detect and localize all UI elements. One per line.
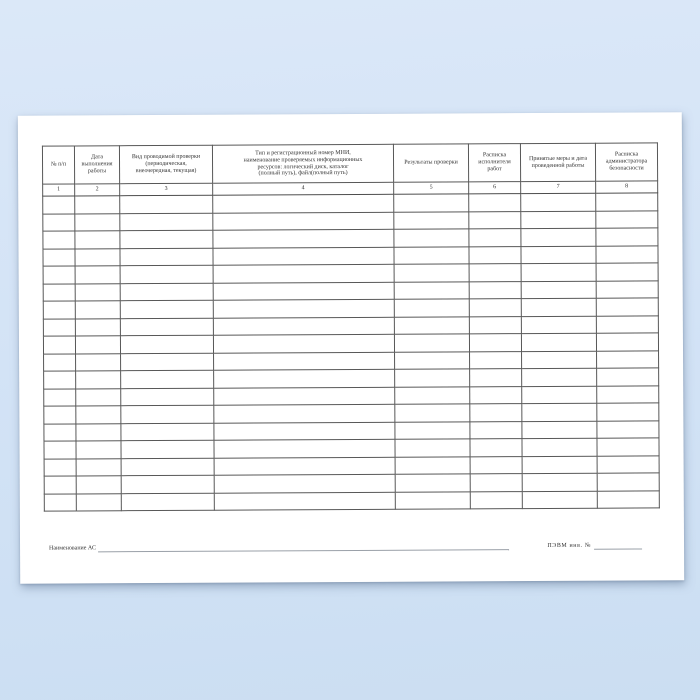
- empty-cell: [44, 371, 76, 389]
- header-cell-7: Принятые меры и дата проведенной работы: [520, 143, 595, 181]
- empty-cell: [44, 476, 76, 494]
- empty-cell: [470, 369, 522, 387]
- empty-cell: [596, 315, 658, 333]
- empty-cell: [213, 229, 394, 247]
- empty-cell: [596, 298, 658, 316]
- empty-cell: [521, 193, 596, 211]
- empty-cell: [120, 283, 213, 301]
- empty-cell: [44, 493, 76, 511]
- empty-cell: [394, 229, 469, 247]
- header-cell-1: № п/п: [42, 146, 74, 184]
- empty-cell: [75, 336, 120, 354]
- empty-cell: [395, 491, 470, 509]
- empty-cell: [121, 440, 214, 458]
- as-name-label: Наименование АС: [49, 545, 96, 552]
- empty-cell: [395, 404, 470, 422]
- empty-cell: [75, 283, 120, 301]
- empty-cell: [470, 456, 522, 474]
- inventory-number-blank-line: [594, 541, 642, 549]
- column-number-3: 3: [120, 183, 213, 195]
- empty-cell: [521, 263, 596, 281]
- footer-line: [49, 539, 642, 552]
- empty-cell: [596, 228, 658, 246]
- column-number-7: 7: [521, 181, 596, 193]
- empty-cell: [469, 334, 521, 352]
- empty-cell: [522, 438, 597, 456]
- empty-cell: [75, 213, 120, 231]
- header-cell-6: Расписка исполнителя работ: [468, 144, 520, 182]
- header-cell-2: Дата выполнения работы: [74, 146, 119, 184]
- empty-cell: [76, 493, 121, 511]
- empty-cell: [213, 264, 394, 282]
- empty-cell: [469, 264, 521, 282]
- empty-cell: [470, 351, 522, 369]
- empty-cell: [522, 456, 597, 474]
- empty-cell: [395, 421, 470, 439]
- empty-cell: [597, 420, 659, 438]
- empty-cell: [469, 194, 521, 212]
- empty-cell: [596, 245, 658, 263]
- empty-cell: [214, 492, 395, 510]
- empty-cell: [521, 246, 596, 264]
- empty-cell: [394, 194, 469, 212]
- empty-cell: [394, 299, 469, 317]
- empty-cell: [76, 441, 121, 459]
- empty-cell: [521, 298, 596, 316]
- empty-cell: [394, 281, 469, 299]
- empty-cell: [43, 301, 75, 319]
- empty-cell: [43, 248, 75, 266]
- empty-cell: [395, 386, 470, 404]
- empty-cell: [121, 353, 214, 371]
- empty-cell: [44, 441, 76, 459]
- empty-cell: [75, 196, 120, 214]
- empty-cell: [597, 455, 659, 473]
- empty-cell: [522, 351, 597, 369]
- header-cell-3: Вид проводимой проверки (периодическая, внеочередная, текущая): [119, 145, 212, 183]
- empty-cell: [469, 246, 521, 264]
- empty-cell: [121, 388, 214, 406]
- empty-cell: [43, 283, 75, 301]
- as-name-blank-line: [98, 542, 509, 552]
- empty-cell: [522, 368, 597, 386]
- empty-cell: [44, 423, 76, 441]
- empty-cell: [43, 231, 75, 249]
- empty-cell: [76, 353, 121, 371]
- empty-cell: [394, 316, 469, 334]
- empty-cell: [214, 474, 395, 492]
- empty-cell: [121, 493, 214, 511]
- empty-cell: [76, 371, 121, 389]
- header-cell-5: Результаты проверки: [393, 144, 468, 182]
- column-number-8: 8: [596, 181, 658, 193]
- empty-cell: [521, 211, 596, 229]
- column-number-1: 1: [43, 184, 75, 196]
- empty-cell: [470, 491, 522, 509]
- empty-cell: [395, 474, 470, 492]
- document-page: [18, 112, 684, 583]
- empty-cell: [120, 195, 213, 213]
- empty-cell: [75, 318, 120, 336]
- empty-cell: [214, 439, 395, 457]
- empty-cell: [521, 228, 596, 246]
- empty-cell: [596, 263, 658, 281]
- empty-cell: [522, 403, 597, 421]
- empty-cell: [522, 473, 597, 491]
- inspection-log-table: [42, 142, 660, 511]
- empty-cell: [395, 369, 470, 387]
- empty-cell: [120, 300, 213, 318]
- empty-cell: [120, 335, 213, 353]
- empty-cell: [469, 229, 521, 247]
- column-number-5: 5: [394, 182, 469, 194]
- empty-cell: [121, 370, 214, 388]
- empty-cell: [470, 421, 522, 439]
- empty-cell: [43, 196, 75, 214]
- empty-cell: [120, 248, 213, 266]
- empty-cell: [213, 334, 394, 352]
- empty-cell: [214, 387, 395, 405]
- empty-cell: [470, 474, 522, 492]
- empty-cell: [596, 280, 658, 298]
- empty-cell: [75, 231, 120, 249]
- empty-cell: [121, 475, 214, 493]
- empty-cell: [597, 385, 659, 403]
- header-cell-4: Тип и регистрационный номер МНИ, наименование проверяемых информационных ресурсов: логический диск, каталог (полный путь), файл(полный путь): [212, 144, 393, 183]
- empty-cell: [521, 281, 596, 299]
- empty-cell: [120, 230, 213, 248]
- pevm-inventory-label: ПЭВМ инв. №: [547, 542, 592, 549]
- empty-cell: [469, 281, 521, 299]
- empty-cell: [597, 438, 659, 456]
- empty-cell: [470, 439, 522, 457]
- empty-cell: [469, 211, 521, 229]
- empty-cell: [394, 246, 469, 264]
- empty-cell: [597, 490, 659, 508]
- empty-cell: [75, 301, 120, 319]
- empty-cell: [43, 266, 75, 284]
- empty-cell: [470, 404, 522, 422]
- empty-cell: [394, 334, 469, 352]
- empty-cell: [597, 473, 659, 491]
- empty-cell: [213, 194, 394, 212]
- empty-cell: [596, 333, 658, 351]
- empty-cell: [121, 405, 214, 423]
- empty-cell: [213, 212, 394, 230]
- empty-cell: [395, 456, 470, 474]
- empty-cell: [76, 406, 121, 424]
- empty-cell: [213, 299, 394, 317]
- empty-cell: [44, 406, 76, 424]
- empty-cell: [395, 439, 470, 457]
- empty-cell: [522, 491, 597, 509]
- empty-cell: [214, 369, 395, 387]
- empty-cell: [44, 388, 76, 406]
- empty-cell: [43, 336, 75, 354]
- empty-entry-row: [44, 490, 659, 511]
- empty-cell: [121, 458, 214, 476]
- empty-cell: [75, 266, 120, 284]
- empty-cell: [596, 210, 658, 228]
- empty-cell: [44, 458, 76, 476]
- empty-cell: [43, 318, 75, 336]
- empty-cell: [213, 317, 394, 335]
- empty-cell: [597, 403, 659, 421]
- empty-cell: [394, 264, 469, 282]
- empty-cell: [44, 353, 76, 371]
- empty-cell: [76, 423, 121, 441]
- empty-cell: [214, 457, 395, 475]
- empty-cell: [522, 386, 597, 404]
- empty-cell: [76, 476, 121, 494]
- header-cell-8: Расписка администратора безопасности: [595, 143, 657, 181]
- column-number-2: 2: [75, 184, 120, 196]
- empty-cell: [521, 316, 596, 334]
- empty-cell: [120, 265, 213, 283]
- empty-cell: [214, 352, 395, 370]
- empty-cell: [521, 333, 596, 351]
- column-number-4: 4: [213, 182, 394, 195]
- empty-cell: [469, 316, 521, 334]
- empty-cell: [395, 351, 470, 369]
- empty-cell: [75, 248, 120, 266]
- empty-cell: [120, 318, 213, 336]
- empty-cell: [213, 282, 394, 300]
- empty-cell: [597, 368, 659, 386]
- empty-cell: [120, 213, 213, 231]
- empty-cell: [121, 423, 214, 441]
- empty-cell: [214, 404, 395, 422]
- column-number-6: 6: [469, 182, 521, 194]
- empty-cell: [43, 213, 75, 231]
- empty-cell: [522, 421, 597, 439]
- empty-cell: [470, 386, 522, 404]
- table-header-row: [42, 143, 657, 184]
- empty-cell: [213, 247, 394, 265]
- empty-cell: [597, 350, 659, 368]
- empty-cell: [394, 211, 469, 229]
- empty-cell: [214, 422, 395, 440]
- empty-cell: [469, 299, 521, 317]
- empty-cell: [76, 458, 121, 476]
- empty-cell: [76, 388, 121, 406]
- empty-cell: [596, 193, 658, 211]
